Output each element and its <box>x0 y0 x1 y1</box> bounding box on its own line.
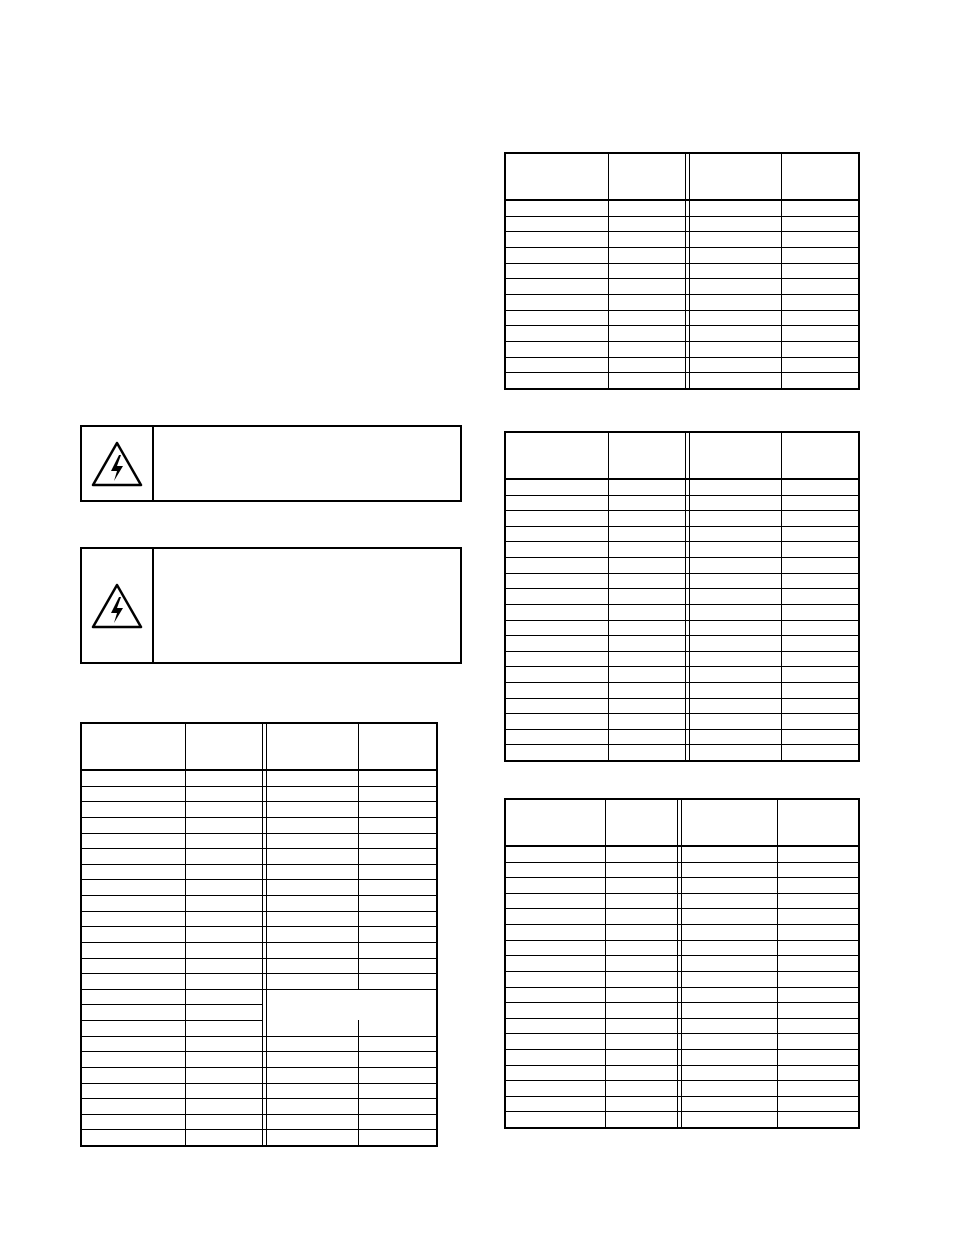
electrical-hazard-icon <box>90 581 144 631</box>
table-bottom-left-grid <box>82 724 436 1145</box>
table-bottom-right <box>504 798 860 1129</box>
warning-icon-cell <box>82 427 154 500</box>
warning-text-1 <box>166 435 452 492</box>
electrical-hazard-icon <box>90 439 144 489</box>
warning-icon-cell <box>82 549 154 662</box>
table-bottom-right-grid <box>506 800 858 1127</box>
table-middle-right-grid <box>506 433 858 760</box>
table-top-right <box>504 152 860 390</box>
table-top-right-grid <box>506 154 858 388</box>
warning-text-2 <box>166 557 452 654</box>
warning-box-1 <box>80 425 462 502</box>
table-middle-right <box>504 431 860 762</box>
table-bottom-left <box>80 722 438 1147</box>
warning-box-2 <box>80 547 462 664</box>
